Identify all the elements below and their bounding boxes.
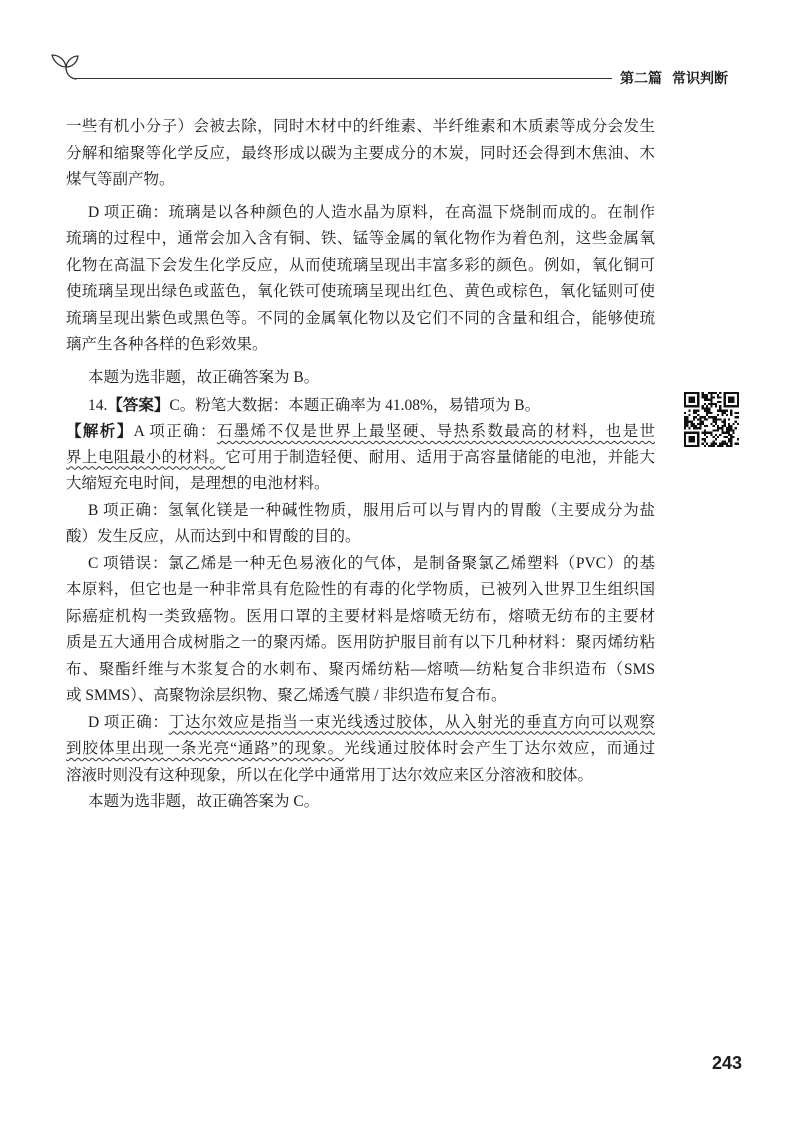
text-run: 琉璃的过程中，通常会加入含有铜、铁、锰等金属的氧化物作为着色剂，这些金属氧 bbox=[66, 230, 655, 247]
text-line bbox=[66, 114, 655, 141]
text-line bbox=[66, 445, 655, 472]
running-head bbox=[620, 68, 728, 88]
text-line bbox=[66, 736, 655, 763]
part-title: 第二篇 bbox=[620, 71, 662, 87]
text-line bbox=[66, 392, 655, 419]
page-number: 243 bbox=[711, 1053, 742, 1073]
text-line bbox=[66, 471, 655, 498]
text-run: 际癌症机构一类致癌物。医用口罩的主要材料是熔喷无纺布，熔喷无纺布的主要材 bbox=[66, 607, 655, 625]
body-text bbox=[66, 114, 655, 816]
text-run: D 项正确：琉璃是以各种颜色的人造水晶为原料，在高温下烧制而成的。在制作 bbox=[88, 203, 655, 221]
paragraph bbox=[66, 418, 655, 498]
text-line bbox=[66, 789, 655, 816]
text-run: 它可用于制造轻便、耐用、适用于高容量储能的电池，并能大 bbox=[225, 448, 655, 466]
text-run: C。粉笔大数据：本题正确率为 41.08%，易错项为 B。 bbox=[169, 396, 541, 414]
section-title: 常识判断 bbox=[672, 71, 728, 87]
text-line bbox=[66, 226, 655, 253]
text-run: 化物在高温下会发生化学反应，从而使琉璃呈现出丰富多彩的颜色。例如，氧化铜可 bbox=[66, 256, 655, 274]
text-run: D 项正确： bbox=[88, 713, 169, 731]
text-run: 质是五大通用合成树脂之一的聚丙烯。医用防护服目前有以下几种材料：聚丙烯纺粘 bbox=[66, 634, 655, 651]
paragraph bbox=[66, 200, 655, 359]
text-run: 布、聚酯纤维与木浆复合的水刺布、聚丙烯纺粘—熔喷—纺粘复合非织造布（SMS bbox=[66, 660, 655, 678]
qr-code-pattern bbox=[684, 392, 739, 447]
text-line bbox=[66, 577, 655, 604]
text-line bbox=[66, 332, 655, 359]
text-line bbox=[66, 630, 655, 657]
underlined-phrase: 丁达尔效应是指当一束光线透过胶体，从入射光的垂直方向可以观察 bbox=[168, 713, 655, 731]
underlined-phrase: 界上电阻最小的材料。 bbox=[66, 448, 226, 466]
text-run: 璃产生各种各样的色彩效果。 bbox=[66, 336, 268, 353]
text-run: 溶液时则没有这种现象，所以在化学中通常用丁达尔效应来区分溶液和胶体。 bbox=[66, 766, 594, 784]
text-run: 或 SMMS）、高聚物涂层织物、聚乙烯透气膜 / 非织造布复合布。 bbox=[66, 687, 507, 704]
text-run: 一些有机小分子）会被去除，同时木材中的纤维素、半纤维素和木质素等成分会发生 bbox=[66, 118, 655, 135]
text-run: 分解和缩聚等化学反应，最终形成以碳为主要成分的木炭，同时还会得到木焦油、木 bbox=[66, 144, 655, 162]
text-line bbox=[66, 657, 655, 684]
paragraph bbox=[66, 789, 655, 816]
text-line bbox=[66, 167, 655, 194]
text-line bbox=[66, 604, 655, 631]
text-line bbox=[66, 365, 655, 392]
text-line bbox=[66, 306, 655, 333]
paragraph bbox=[66, 498, 655, 551]
text-line bbox=[66, 253, 655, 280]
text-run: A 项正确： bbox=[133, 423, 217, 440]
text-line bbox=[66, 683, 655, 710]
paragraph bbox=[66, 114, 655, 194]
paragraph bbox=[66, 392, 655, 419]
text-run: 大缩短充电时间，是理想的电池材料。 bbox=[66, 475, 330, 492]
text-line bbox=[66, 141, 655, 168]
text-line bbox=[66, 524, 655, 551]
text-run: 光线通过胶体时会产生丁达尔效应，而通过 bbox=[344, 740, 655, 757]
text-line bbox=[66, 200, 655, 227]
paragraph bbox=[66, 551, 655, 710]
text-run: 琉璃呈现出紫色或黑色等。不同的金属氧化物以及它们不同的含量和组合，能够使琉 bbox=[66, 309, 655, 327]
label-text: 【解析】 bbox=[66, 422, 134, 440]
text-line bbox=[66, 279, 655, 306]
text-line bbox=[66, 710, 655, 737]
text-run: C 项错误：氯乙烯是一种无色易液化的气体，是制备聚氯乙烯塑料（PVC）的基 bbox=[88, 554, 655, 572]
text-run: 本题为选非题，故正确答案为 B。 bbox=[88, 369, 320, 386]
text-run: 本原料，但它也是一种非常具有危险性的有毒的化学物质，已被列入世界卫生组织国 bbox=[66, 581, 655, 598]
text-run: 使琉璃呈现出绿色或蓝色，氧化铁可使琉璃呈现出红色、黄色或棕色，氧化锰则可使 bbox=[66, 283, 655, 300]
text-run: 酸）发生反应，从而达到中和胃酸的目的。 bbox=[66, 528, 361, 545]
text-run: 本题为选非题，故正确答案为 C。 bbox=[88, 793, 320, 810]
text-line bbox=[66, 763, 655, 790]
paragraph bbox=[66, 365, 655, 392]
underlined-phrase: 石墨烯不仅是世界上最坚硬、导热系数最高的材料，也是世 bbox=[216, 423, 655, 440]
qr-code-icon bbox=[684, 392, 739, 447]
header-rule bbox=[74, 78, 612, 79]
text-run: B 项正确：氢氧化镁是一种碱性物质，服用后可以与胃内的胃酸（主要成分为盐 bbox=[88, 501, 655, 519]
text-line bbox=[66, 551, 655, 578]
sprout-icon bbox=[46, 46, 80, 82]
text-line bbox=[66, 498, 655, 525]
text-run: 14. bbox=[88, 396, 108, 414]
text-run: 煤气等副产物。 bbox=[66, 171, 175, 188]
paragraph bbox=[66, 710, 655, 790]
label-text: 【答案】 bbox=[107, 395, 170, 414]
text-line bbox=[66, 418, 655, 445]
underlined-phrase: 到胶体里出现一条光亮“通路”的现象。 bbox=[66, 740, 345, 757]
